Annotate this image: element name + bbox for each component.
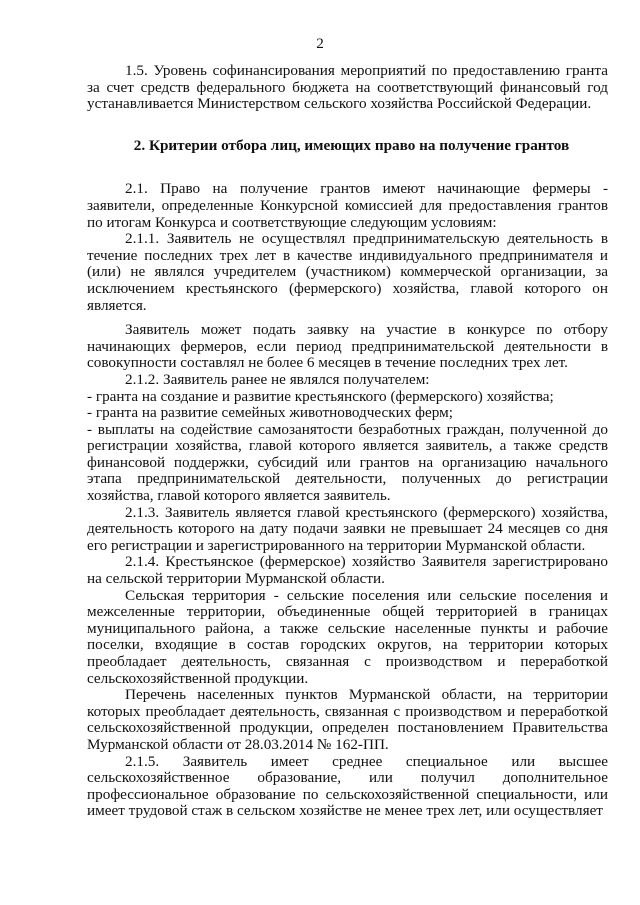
document-body — [87, 63, 608, 820]
paragraph-2-1-3: 2.1.3. Заявитель является главой крестьянского (фермерского) хозяйства, деятельность которого на дату подачи заявки не превышает 24 месяцев со дня его регистрации и зарегистрированного на территории Мурманской области. — [87, 503, 608, 554]
list-item-grant-family-farms: - гранта на развитие семейных животноводческих ферм; — [87, 404, 453, 422]
paragraph-2-1: 2.1. Право на получение грантов имеют начинающие фермеры - заявители, определенные Конкурсной комиссией для предоставления грантов по итогам Конкурса и соответствующие следующим условиям: — [87, 180, 608, 231]
paragraph-2-1-2: 2.1.2. Заявитель ранее не являлся получателем: — [125, 370, 430, 388]
list-item-grant-kfh: - гранта на создание и развитие крестьянского (фермерского) хозяйства; — [87, 387, 554, 405]
paragraph-1-5: 1.5. Уровень софинансирования мероприятий по предоставлению гранта за счет средств федерального бюджета на соответствующий финансовый год устанавливается Министерством сельского хозяйства Российской Федерации. — [87, 62, 608, 113]
section-heading-2: 2. Критерии отбора лиц, имеющих право на получение грантов — [133, 136, 570, 154]
paragraph-2-1-4: 2.1.4. Крестьянское (фермерское) хозяйство Заявителя зарегистрировано на сельской территории Мурманской области. — [87, 553, 608, 588]
paragraph-rural-territory: Сельская территория - сельские поселения или сельские поселения и межселенные территории, объединенные общей территорией в границах муниципального района, а также сельские населенные пункты и рабочие поселки, входящие в состав городских округов, на территории которых преобладает деятельность, связанная с производством и переработкой сельскохозяйственной продукции. — [87, 586, 608, 687]
list-item-self-employment-payments: - выплаты на содействие самозанятости безработных граждан, полученной до регистрации хозяйства, главой которого является заявитель, а также средств финансовой поддержки, субсидий или грантов на организацию начального этапа предпринимательской деятельности, полученных до регистрации хозяйства, главой которого является заявитель. — [87, 420, 608, 505]
paragraph-2-1-1: 2.1.1. Заявитель не осуществлял предпринимательскую деятельность в течение последних трех лет в качестве индивидуального предпринимателя и (или) не являлся учредителем (участником) коммерческой организации, за исключением крестьянского (фермерского) хозяйства, главой которого он является. — [87, 230, 608, 314]
paragraph-2-1-5: 2.1.5. Заявитель имеет среднее специальное или высшее сельскохозяйственное образование, или получил дополнительное профессиональное образование по сельскохозяйственной специальности, или имеет трудовой стаж в сельском хозяйстве не менее трех лет, или осуществляет — [87, 752, 608, 820]
page-number: 2 — [316, 35, 324, 52]
paragraph-applicant-note: Заявитель может подать заявку на участие в конкурсе по отбору начинающих фермеров, если период предпринимательской деятельности в совокупности составлял не более 6 месяцев в течение последних трех лет. — [87, 321, 608, 372]
paragraph-settlements-list: Перечень населенных пунктов Мурманской области, на территории которых преобладает деятельность, связанная с производством и переработкой сельскохозяйственной продукции, определен постановлением Правительства Мурманской области от 28.03.2014 № 162-ПП. — [87, 686, 608, 753]
